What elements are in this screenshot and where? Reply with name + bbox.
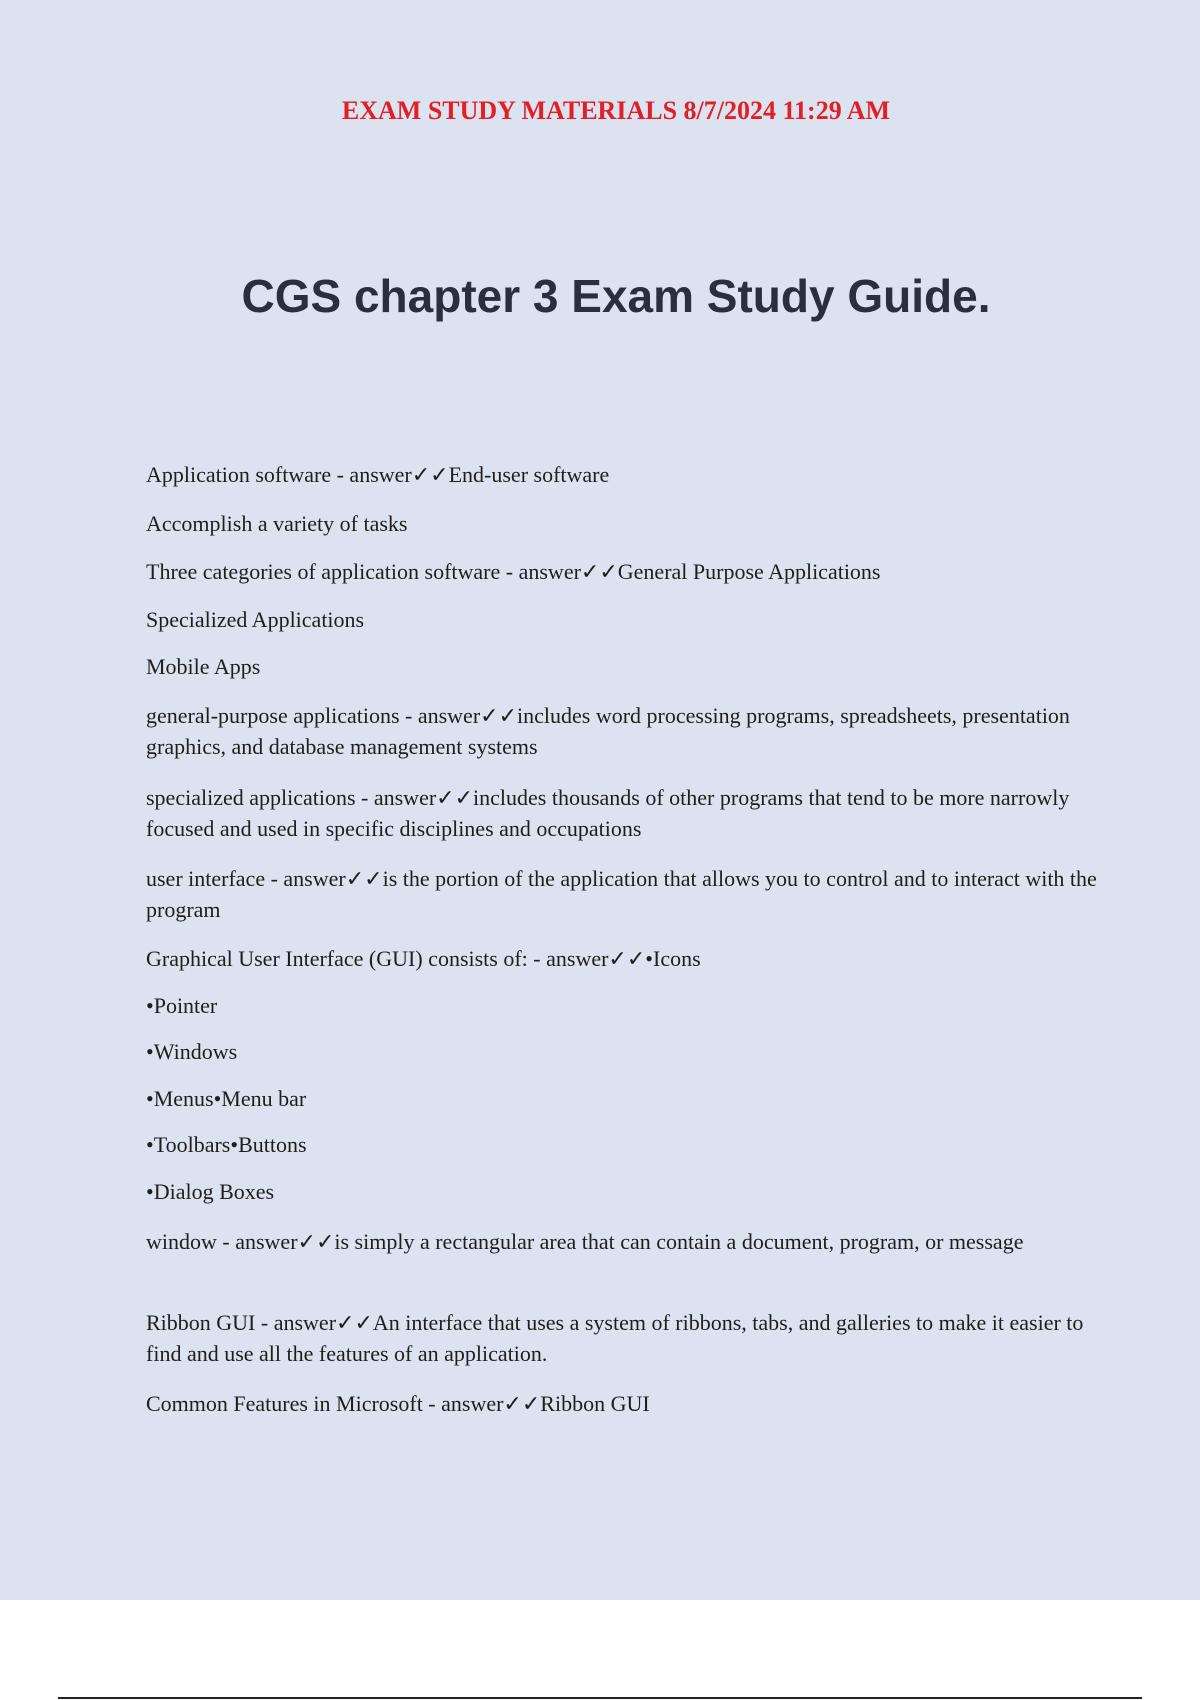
- entry-mobile-apps: Mobile Apps: [146, 654, 261, 679]
- entry-windows: •Windows: [146, 1039, 238, 1064]
- entry-window-definition: window - answer✓✓is simply a rectangular area that can contain a document, program, or message: [146, 1229, 1024, 1254]
- entry-accomplish-tasks: Accomplish a variety of tasks: [146, 511, 408, 536]
- entry-common-features: Common Features in Microsoft - answer✓✓Ribbon GUI: [146, 1391, 650, 1416]
- entry-toolbars: •Toolbars•Buttons: [146, 1132, 307, 1157]
- entry-pointer: •Pointer: [146, 993, 218, 1018]
- entry-specialized-applications: Specialized Applications: [146, 607, 365, 632]
- document-title: CGS chapter 3 Exam Study Guide.: [241, 270, 991, 322]
- entry-ribbon-gui: Ribbon GUI - answer✓✓An interface that uses a system of ribbons, tabs, and galleries to make it easier to find and use all the features of an application.: [146, 1310, 1084, 1366]
- entry-specialized-definition: specialized applications - answer✓✓includes thousands of other programs that tend to be more narrowly focused and used in specific disciplines and occupations: [146, 785, 1070, 841]
- entry-dialog-boxes: •Dialog Boxes: [146, 1179, 275, 1204]
- entry-gui-consists-of: Graphical User Interface (GUI) consists of: - answer✓✓•Icons: [146, 946, 701, 971]
- entry-user-interface: user interface - answer✓✓is the portion of the application that allows you to control and to interact with the program: [146, 866, 1097, 922]
- entry-application-software: Application software - answer✓✓End-user software: [146, 462, 610, 487]
- footer-divider: [58, 1697, 1142, 1699]
- entry-menus: •Menus•Menu bar: [146, 1086, 307, 1111]
- exam-header: EXAM STUDY MATERIALS 8/7/2024 11:29 AM: [341, 96, 891, 125]
- entry-general-purpose-definition: general-purpose applications - answer✓✓includes word processing programs, spreadsheets, presentation graphics, and database management systems: [146, 703, 1070, 759]
- entry-three-categories: Three categories of application software - answer✓✓General Purpose Applications: [146, 559, 881, 584]
